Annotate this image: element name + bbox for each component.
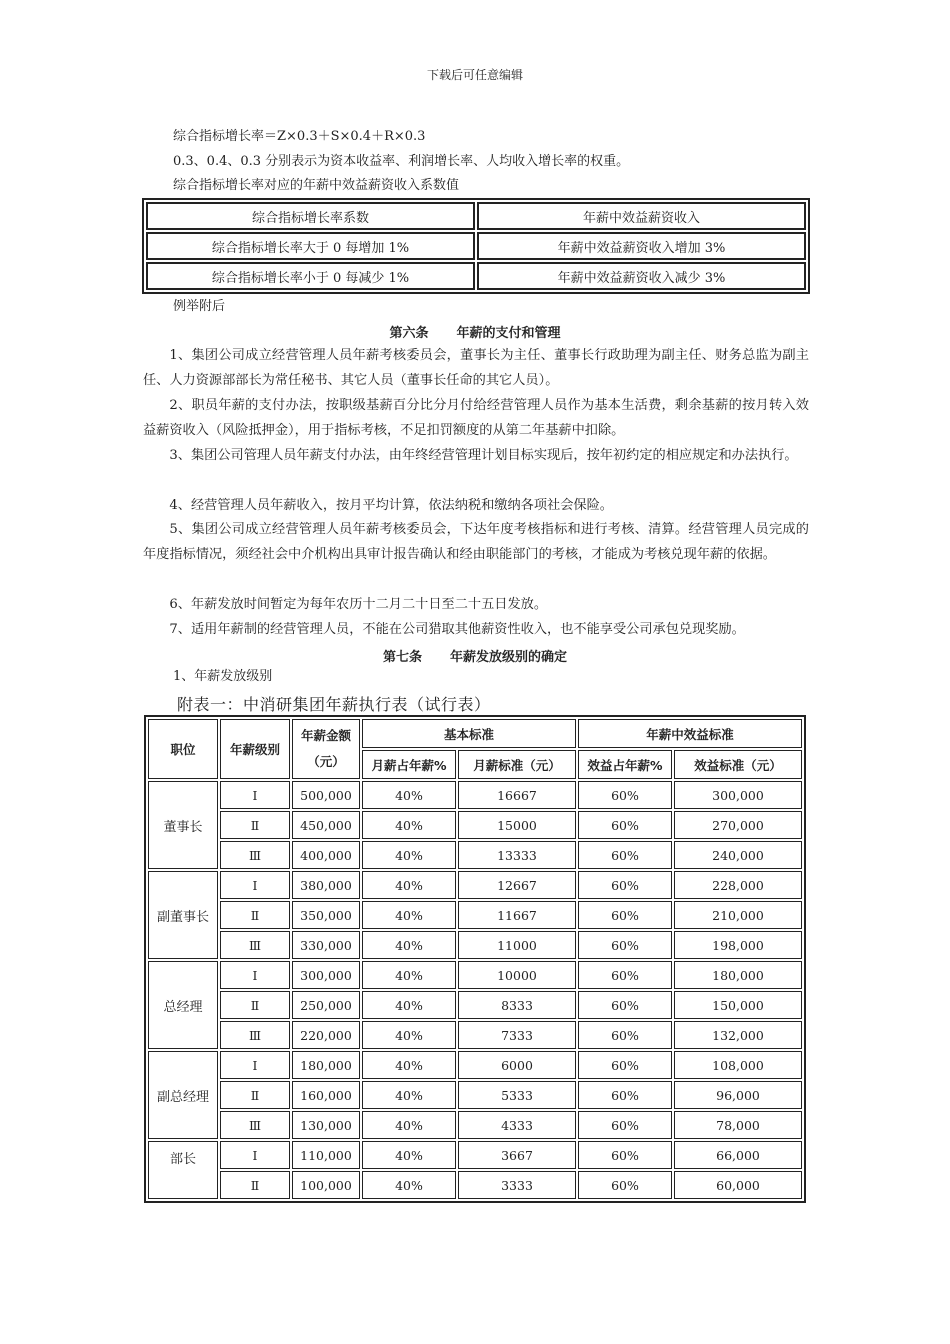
coef-header-cell: 综合指标增长率系数 <box>146 202 475 230</box>
table-row <box>148 1081 802 1109</box>
ppct-cell: 60% <box>578 871 672 899</box>
coef-cell: 综合指标增长率大于 0 每增加 1% <box>146 232 475 260</box>
grade-cell: Ⅰ <box>220 1141 290 1169</box>
salary-table-body <box>148 781 802 1199</box>
article6-heading <box>0 322 950 341</box>
table-row <box>148 1051 802 1079</box>
amount-cell: 380,000 <box>292 871 360 899</box>
pstd-cell: 60,000 <box>674 1171 802 1199</box>
ppct-cell: 60% <box>578 841 672 869</box>
mstd-cell: 13333 <box>458 841 576 869</box>
position-cell: 总经理 <box>148 961 218 1049</box>
pstd-cell: 198,000 <box>674 931 802 959</box>
ppct-cell: 60% <box>578 931 672 959</box>
pstd-cell: 66,000 <box>674 1141 802 1169</box>
pstd-cell: 270,000 <box>674 811 802 839</box>
ppct-cell: 60% <box>578 1021 672 1049</box>
amount-cell: 220,000 <box>292 1021 360 1049</box>
pstd-cell: 96,000 <box>674 1081 802 1109</box>
ppct-cell: 60% <box>578 1081 672 1109</box>
grade-cell: Ⅲ <box>220 931 290 959</box>
table-row <box>148 1171 802 1199</box>
amount-cell: 130,000 <box>292 1111 360 1139</box>
formula-line: 综合指标增长率＝Z×0.3＋S×0.4＋R×0.3 <box>173 129 426 144</box>
amount-cell: 350,000 <box>292 901 360 929</box>
mpct-cell: 40% <box>362 841 456 869</box>
article7-sub: 1、年薪发放级别 <box>173 669 273 684</box>
table-row <box>148 1141 802 1169</box>
header-note: 下载后可任意编辑 <box>426 68 523 82</box>
amount-cell: 400,000 <box>292 841 360 869</box>
amount-cell: 110,000 <box>292 1141 360 1169</box>
table-row <box>148 991 802 1019</box>
grade-cell: Ⅱ <box>220 901 290 929</box>
coef-cell: 年薪中效益薪资收入减少 3% <box>477 262 806 290</box>
header-position: 职位 <box>148 719 218 779</box>
pstd-cell: 210,000 <box>674 901 802 929</box>
ppct-cell: 60% <box>578 1111 672 1139</box>
table-row <box>148 871 802 899</box>
mstd-cell: 15000 <box>458 811 576 839</box>
header-basic: 基本标准 <box>362 719 576 748</box>
salary-table <box>144 715 806 1203</box>
article6-paragraph-4: 4、经营管理人员年薪收入，按月平均计算，依法纳税和缴纳各项社会保险。 <box>169 498 613 513</box>
header-perf-std: 效益标准（元） <box>674 750 802 779</box>
grade-cell: Ⅲ <box>220 841 290 869</box>
amount-cell: 500,000 <box>292 781 360 809</box>
pstd-cell: 150,000 <box>674 991 802 1019</box>
amount-cell: 180,000 <box>292 1051 360 1079</box>
ppct-cell: 60% <box>578 1051 672 1079</box>
grade-cell: Ⅱ <box>220 1081 290 1109</box>
grade-cell: Ⅱ <box>220 811 290 839</box>
mpct-cell: 40% <box>362 781 456 809</box>
ppct-cell: 60% <box>578 991 672 1019</box>
mstd-cell: 12667 <box>458 871 576 899</box>
mstd-cell: 11000 <box>458 931 576 959</box>
position-cell: 部长 <box>148 1141 218 1199</box>
coef-cell: 年薪中效益薪资收入增加 3% <box>477 232 806 260</box>
mstd-cell: 11667 <box>458 901 576 929</box>
ppct-cell: 60% <box>578 811 672 839</box>
grade-cell: Ⅰ <box>220 871 290 899</box>
table-row <box>148 781 802 809</box>
mstd-cell: 10000 <box>458 961 576 989</box>
article6-paragraph-7: 7、适用年薪制的经营管理人员，不能在公司猎取其他薪资性收入，也不能享受公司承包兑现奖励。 <box>169 622 745 637</box>
table-row <box>148 931 802 959</box>
mpct-cell: 40% <box>362 871 456 899</box>
amount-cell: 160,000 <box>292 1081 360 1109</box>
mpct-cell: 40% <box>362 991 456 1019</box>
grade-cell: Ⅰ <box>220 961 290 989</box>
grade-cell: Ⅱ <box>220 991 290 1019</box>
position-cell: 副总经理 <box>148 1051 218 1139</box>
header-monthly-pct: 月薪占年薪% <box>362 750 456 779</box>
header-perf-pct: 效益占年薪% <box>578 750 672 779</box>
mpct-cell: 40% <box>362 1171 456 1199</box>
pstd-cell: 180,000 <box>674 961 802 989</box>
amount-cell: 100,000 <box>292 1171 360 1199</box>
coef-table <box>142 198 810 294</box>
mpct-cell: 40% <box>362 961 456 989</box>
coef-header-cell: 年薪中效益薪资收入 <box>477 202 806 230</box>
article7-heading <box>0 646 950 665</box>
mpct-cell: 40% <box>362 1111 456 1139</box>
amount-cell: 300,000 <box>292 961 360 989</box>
pstd-cell: 240,000 <box>674 841 802 869</box>
article6-num: 第六条 <box>389 326 429 341</box>
example-note: 例举附后 <box>173 299 226 314</box>
grade-cell: Ⅲ <box>220 1111 290 1139</box>
article6-paragraph-5: 5、集团公司成立经营管理人员年薪考核委员会，下达年度考核指标和进行考核、清算。经营管理人员完成的年度指标情况，须经社会中介机构出具审计报告确认和经由职能部门的考核，才能成为考核兑现年薪的依据。 <box>143 522 809 562</box>
ppct-cell: 60% <box>578 901 672 929</box>
ppct-cell: 60% <box>578 1141 672 1169</box>
table-row <box>148 841 802 869</box>
mstd-cell: 3333 <box>458 1171 576 1199</box>
mstd-cell: 16667 <box>458 781 576 809</box>
mpct-cell: 40% <box>362 931 456 959</box>
amount-cell: 330,000 <box>292 931 360 959</box>
grade-cell: Ⅱ <box>220 1171 290 1199</box>
ppct-cell: 60% <box>578 1171 672 1199</box>
table-row <box>148 901 802 929</box>
mpct-cell: 40% <box>362 1051 456 1079</box>
article6-title: 年薪的支付和管理 <box>456 326 561 341</box>
ppct-cell: 60% <box>578 961 672 989</box>
table-row <box>148 1021 802 1049</box>
table-row <box>146 262 806 290</box>
header-monthly-std: 月薪标准（元） <box>458 750 576 779</box>
pstd-cell: 78,000 <box>674 1111 802 1139</box>
pstd-cell: 108,000 <box>674 1051 802 1079</box>
article6-paragraph-6: 6、年薪发放时间暂定为每年农历十二月二十日至二十五日发放。 <box>169 597 548 612</box>
article7-title: 年薪发放级别的确定 <box>450 650 568 665</box>
grade-cell: Ⅲ <box>220 1021 290 1049</box>
mpct-cell: 40% <box>362 1141 456 1169</box>
pstd-cell: 300,000 <box>674 781 802 809</box>
mpct-cell: 40% <box>362 901 456 929</box>
coef-caption: 综合指标增长率对应的年薪中效益薪资收入系数值 <box>173 178 460 193</box>
table-row <box>148 811 802 839</box>
coef-cell: 综合指标增长率小于 0 每减少 1% <box>146 262 475 290</box>
mpct-cell: 40% <box>362 1081 456 1109</box>
pstd-cell: 132,000 <box>674 1021 802 1049</box>
mpct-cell: 40% <box>362 811 456 839</box>
table-row <box>148 961 802 989</box>
article6-paragraph-3: 3、集团公司管理人员年薪支付办法，由年终经营管理计划目标实现后，按年初约定的相应规定和办法执行。 <box>169 448 798 463</box>
amount-cell: 250,000 <box>292 991 360 1019</box>
article7-num: 第七条 <box>382 650 422 665</box>
article6-paragraph-1: 1、集团公司成立经营管理人员年薪考核委员会，董事长为主任、董事长行政助理为副主任、财务总监为副主任、人力资源部部长为常任秘书、其它人员（董事长任命的其它人员）。 <box>143 348 809 388</box>
pstd-cell: 228,000 <box>674 871 802 899</box>
mstd-cell: 7333 <box>458 1021 576 1049</box>
table-row <box>148 1111 802 1139</box>
mstd-cell: 5333 <box>458 1081 576 1109</box>
mpct-cell: 40% <box>362 1021 456 1049</box>
weights-line: 0.3、0.4、0.3 分别表示为资本收益率、利润增长率、人均收入增长率的权重。 <box>173 154 630 169</box>
ppct-cell: 60% <box>578 781 672 809</box>
table2-title: 附表一：中消研集团年薪执行表（试行表） <box>177 695 491 714</box>
header-grade: 年薪级别 <box>220 719 290 779</box>
header-perf: 年薪中效益标准 <box>578 719 802 748</box>
table-row <box>146 232 806 260</box>
grade-cell: Ⅰ <box>220 781 290 809</box>
table-row <box>146 202 806 230</box>
mstd-cell: 6000 <box>458 1051 576 1079</box>
mstd-cell: 3667 <box>458 1141 576 1169</box>
position-cell: 董事长 <box>148 781 218 869</box>
header-amount: 年薪金额（元） <box>292 719 360 779</box>
grade-cell: Ⅰ <box>220 1051 290 1079</box>
amount-cell: 450,000 <box>292 811 360 839</box>
mstd-cell: 8333 <box>458 991 576 1019</box>
mstd-cell: 4333 <box>458 1111 576 1139</box>
position-cell: 副董事长 <box>148 871 218 959</box>
article6-paragraph-2: 2、职员年薪的支付办法，按职级基薪百分比分月付给经营管理人员作为基本生活费，剩余基薪的按月转入效益薪资收入（风险抵押金），用于指标考核，不足扣罚额度的从第二年基薪中扣除。 <box>143 398 809 438</box>
table-header-row <box>148 719 802 748</box>
